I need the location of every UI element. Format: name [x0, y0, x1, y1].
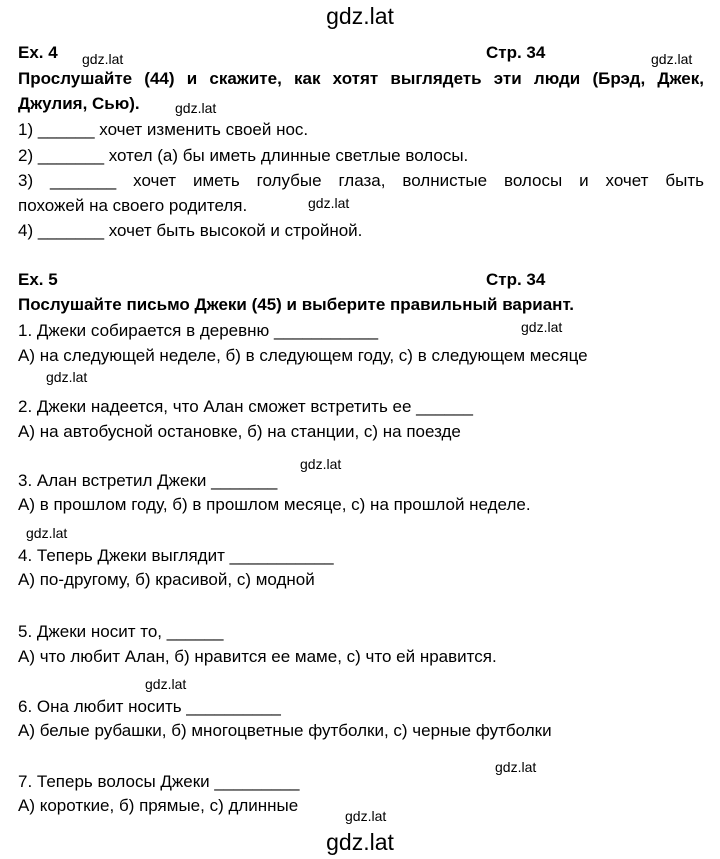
watermark: gdz.lat [46, 369, 88, 385]
ex5-answers-6: А) белые рубашки, б) многоцветные футболки, с) черные футболки [18, 721, 552, 740]
ex4-item-3-cont: похожей на своего родителя. [18, 196, 248, 215]
ex5-answers-7: А) короткие, б) прямые, с) длинные [18, 796, 299, 815]
ex4-title-line2: Джулия, Сью). [18, 94, 140, 113]
watermark: gdz.lat [145, 676, 187, 692]
ex5-question-7: 7. Теперь волосы Джеки _________ [18, 772, 300, 791]
ex5-title: Послушайте письмо Джеки (45) и выберите правильный вариант. [18, 295, 575, 314]
ex5-question-4: 4. Теперь Джеки выглядит ___________ [18, 546, 334, 565]
ex4-title-line1: Прослушайте (44) и скажите, как хотят выглядеть эти люди (Брэд, Джек, [18, 69, 704, 88]
watermark: gdz.lat [26, 525, 68, 541]
ex5-answers-4: А) по-другому, б) красивой, с) модной [18, 570, 315, 589]
ex5-question-5: 5. Джеки носит то, ______ [18, 622, 224, 641]
ex5-answers-1: А) на следующей неделе, б) в следующем году, с) в следующем месяце [18, 346, 588, 365]
site-header: gdz.lat [326, 3, 394, 29]
watermark: gdz.lat [495, 759, 537, 775]
ex5-question-1: 1. Джеки собирается в деревню ___________ [18, 321, 379, 340]
ex4-item-4: 4) _______ хочет быть высокой и стройной. [18, 221, 363, 240]
ex4-label: Ex. 4 [18, 43, 58, 62]
ex4-item-2: 2) _______ хотел (а) бы иметь длинные светлые волосы. [18, 146, 469, 165]
watermark: gdz.lat [345, 808, 387, 824]
ex5-answers-2: А) на автобусной остановке, б) на станции, с) на поезде [18, 422, 461, 441]
ex5-question-2: 2. Джеки надеется, что Алан сможет встретить ее ______ [18, 397, 473, 416]
ex4-item-1: 1) ______ хочет изменить своей нос. [18, 120, 309, 139]
ex5-page: Стр. 34 [486, 270, 546, 289]
watermark: gdz.lat [521, 319, 563, 335]
ex4-page: Стр. 34 [486, 43, 546, 62]
ex4-item-3: 3) _______ хочет иметь голубые глаза, волнистые волосы и хочет быть [18, 171, 704, 190]
ex5-question-6: 6. Она любит носить __________ [18, 697, 281, 716]
ex5-answers-5: А) что любит Алан, б) нравится ее маме, с) что ей нравится. [18, 647, 497, 666]
watermark: gdz.lat [82, 51, 124, 67]
watermark: gdz.lat [300, 456, 342, 472]
watermark: gdz.lat [175, 100, 217, 116]
ex5-answers-3: А) в прошлом году, б) в прошлом месяце, с) на прошлой неделе. [18, 495, 531, 514]
ex5-question-3: 3. Алан встретил Джеки _______ [18, 471, 278, 490]
ex5-label: Ex. 5 [18, 270, 58, 289]
watermark: gdz.lat [651, 51, 693, 67]
site-footer: gdz.lat [326, 829, 394, 855]
watermark: gdz.lat [308, 195, 350, 211]
